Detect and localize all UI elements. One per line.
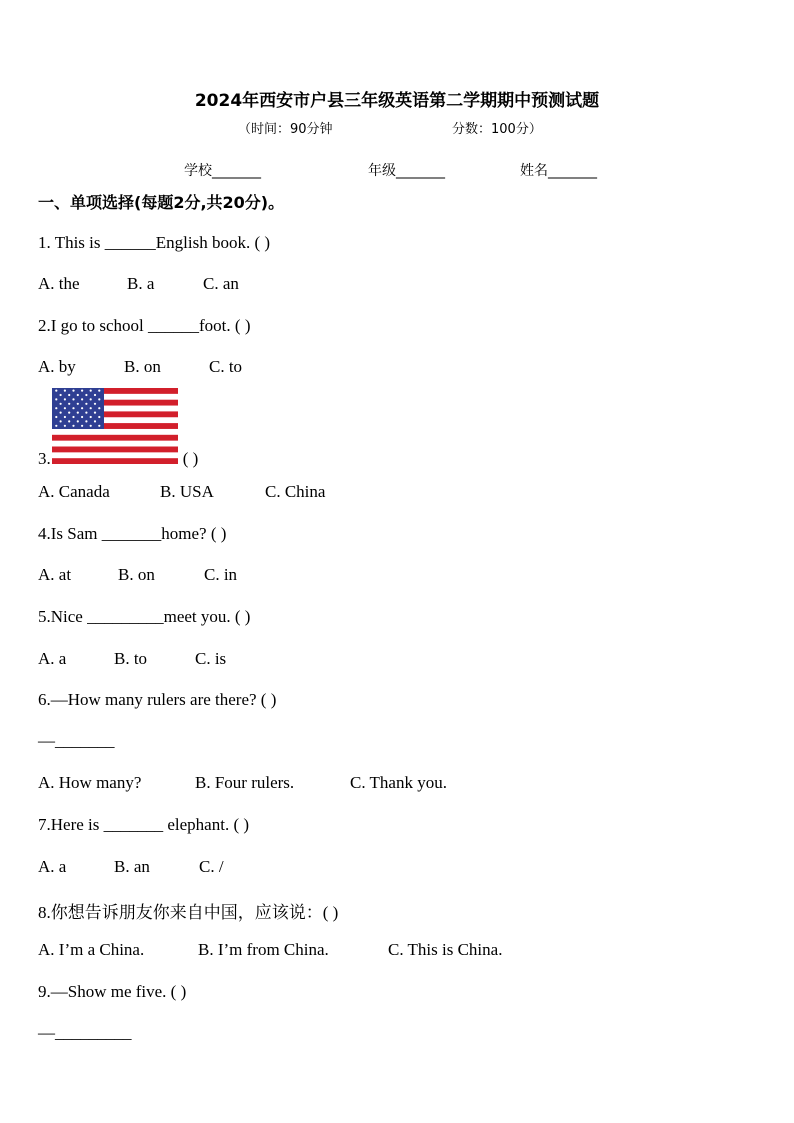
question-3-number: 3.: [38, 449, 51, 468]
question-4: 4.Is Sam _______home? ( ): [38, 524, 227, 543]
question-3: [38, 449, 198, 469]
question-7-options: [38, 857, 224, 877]
section-heading: 一、单项选择(每题2分,共20分)。: [38, 193, 285, 212]
option-b: B. on: [124, 357, 161, 376]
option-a: A. How many?: [38, 773, 142, 792]
question-6: 6.—How many rulers are there? ( ): [38, 690, 277, 709]
option-b: B. USA: [160, 482, 214, 501]
question-2-options: [38, 357, 242, 377]
option-c: C. to: [209, 357, 243, 376]
option-c: C. is: [195, 649, 227, 668]
question-1: 1. This is ______English book. ( ): [38, 233, 271, 252]
school-field: 学校_______: [184, 163, 261, 179]
option-a: A. the: [38, 274, 80, 293]
question-8: 8.你想告诉朋友你来自中国，应该说：( ): [38, 903, 339, 922]
option-b: B. a: [127, 274, 155, 293]
option-a: A. at: [38, 565, 72, 584]
option-b: B. on: [118, 565, 155, 584]
name-field: 姓名_______: [520, 163, 597, 179]
question-5: 5.Nice _________meet you. ( ): [38, 607, 251, 626]
question-9-answer-line: —_________: [38, 1023, 132, 1042]
question-9: 9.—Show me five. ( ): [38, 982, 187, 1001]
option-a: A. a: [38, 649, 67, 668]
option-a: A. by: [38, 357, 76, 376]
question-4-options: [38, 565, 237, 585]
option-a: A. a: [38, 857, 67, 876]
option-b: B. an: [114, 857, 150, 876]
option-c: C. Thank you.: [350, 773, 447, 792]
exam-score: 分数：100分）: [452, 122, 542, 137]
question-8-options: [38, 940, 502, 960]
question-1-options: [38, 274, 239, 294]
option-a: A. I’m a China.: [38, 940, 145, 959]
option-c: C. an: [203, 274, 239, 293]
question-3-options: [38, 482, 325, 502]
option-c: C. /: [199, 857, 224, 876]
option-a: A. Canada: [38, 482, 110, 501]
page-title: 2024年西安市户县三年级英语第二学期期中预测试题: [194, 91, 600, 111]
option-c: C. in: [204, 565, 238, 584]
option-c: C. China: [265, 482, 326, 501]
question-7: 7.Here is _______ elephant. ( ): [38, 815, 250, 834]
question-5-options: [38, 649, 226, 669]
question-2: 2.I go to school ______foot. ( ): [38, 316, 251, 335]
option-b: B. to: [114, 649, 148, 668]
exam-time: （时间：90分钟: [238, 122, 333, 137]
option-b: B. I’m from China.: [198, 940, 329, 959]
question-6-answer-line: —_______: [38, 731, 115, 750]
option-c: C. This is China.: [388, 940, 503, 959]
grade-field: 年级_______: [368, 163, 445, 179]
question-3-bracket: ( ): [182, 449, 199, 468]
option-b: B. Four rulers.: [195, 773, 295, 792]
question-6-options: [38, 773, 447, 793]
